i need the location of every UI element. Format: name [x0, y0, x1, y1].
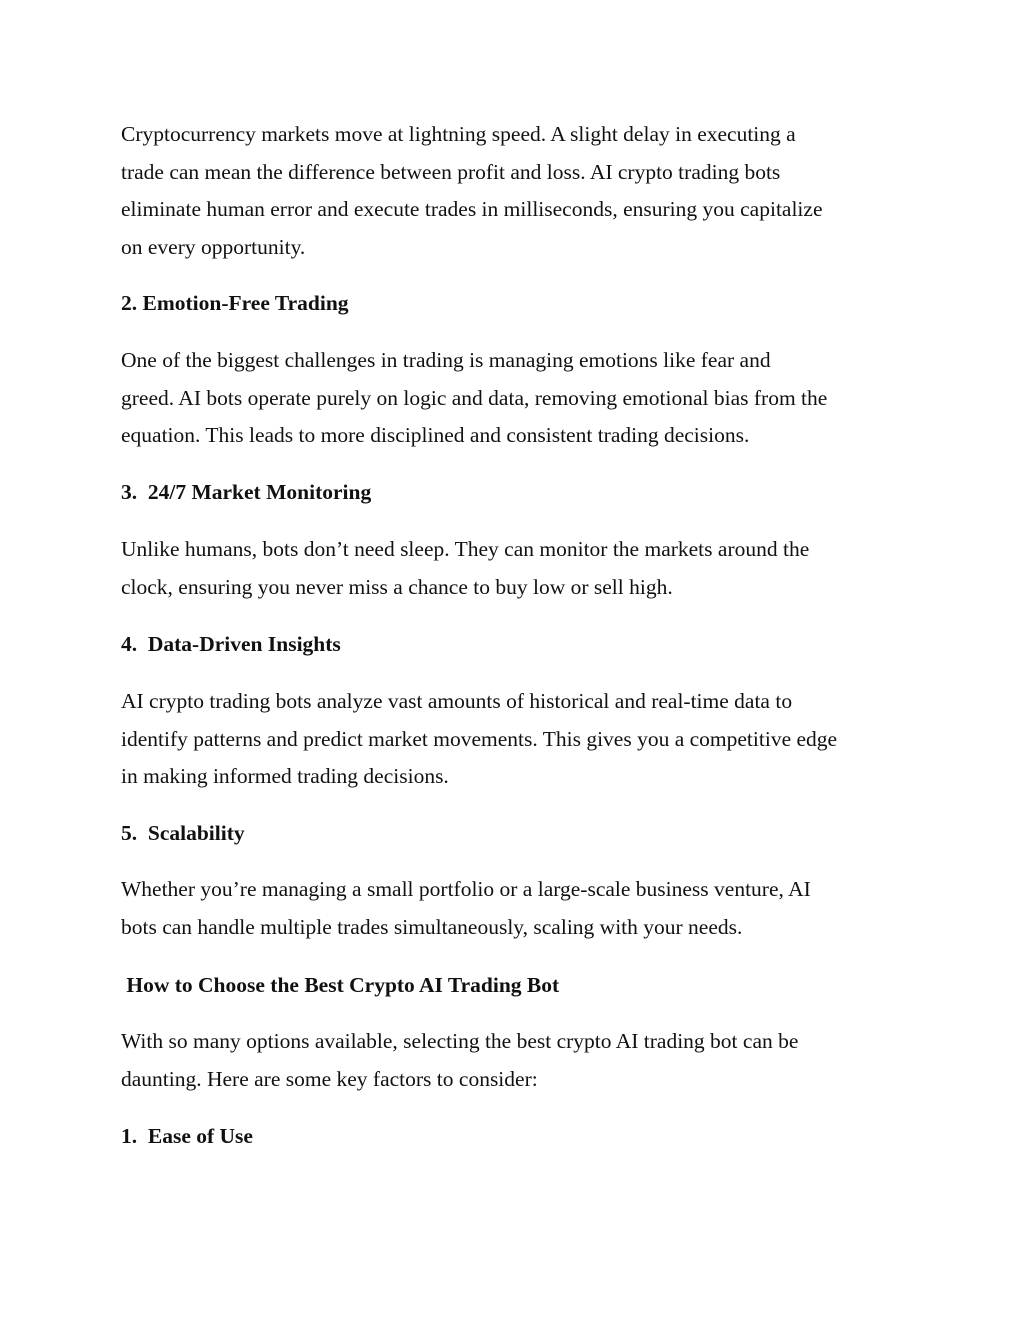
text-line: identify patterns and predict market movements. This gives you a competitive edge — [121, 726, 838, 751]
text-line: daunting. Here are some key factors to consider: — [121, 1066, 538, 1091]
heading-data-driven-insights: 4. Data-Driven Insights — [121, 632, 341, 656]
text-line: Whether you’re managing a small portfolio or a large-scale business venture, AI — [121, 877, 811, 901]
heading-how-to-choose: How to Choose the Best Crypto AI Trading Bot — [121, 973, 560, 997]
text-line: One of the biggest challenges in trading is managing emotions like fear and — [121, 348, 771, 372]
text-line: on every opportunity. — [121, 234, 306, 259]
paragraph-speed — [121, 116, 911, 266]
text-line: trade can mean the difference between profit and loss. AI crypto trading bots — [121, 159, 781, 184]
text-line: bots can handle multiple trades simultaneously, scaling with your needs. — [121, 914, 743, 939]
paragraph-choose-intro — [121, 1023, 911, 1098]
text-line: eliminate human error and execute trades in milliseconds, ensuring you capitalize — [121, 197, 823, 221]
text-line: AI crypto trading bots analyze vast amounts of historical and real-time data to — [121, 689, 793, 713]
heading-emotion-free-trading: 2. Emotion-Free Trading — [121, 291, 349, 315]
heading-ease-of-use: 1. Ease of Use — [121, 1124, 253, 1148]
heading-scalability: 5. Scalability — [121, 821, 245, 845]
paragraph-insights — [121, 683, 911, 796]
heading-market-monitoring: 3. 24/7 Market Monitoring — [121, 480, 372, 504]
text-line: greed. AI bots operate purely on logic and data, removing emotional bias from the — [121, 385, 828, 410]
text-line: Unlike humans, bots don’t need sleep. They can monitor the markets around the — [121, 537, 810, 561]
text-line: Cryptocurrency markets move at lightning speed. A slight delay in executing a — [121, 122, 796, 146]
paragraph-monitoring — [121, 531, 911, 606]
text-line: in making informed trading decisions. — [121, 764, 449, 788]
text-line: clock, ensuring you never miss a chance to buy low or sell high. — [121, 574, 673, 599]
text-line: equation. This leads to more disciplined and consistent trading decisions. — [121, 423, 750, 447]
paragraph-scalability — [121, 871, 911, 946]
text-line: With so many options available, selecting the best crypto AI trading bot can be — [121, 1029, 799, 1053]
paragraph-emotion — [121, 342, 911, 455]
